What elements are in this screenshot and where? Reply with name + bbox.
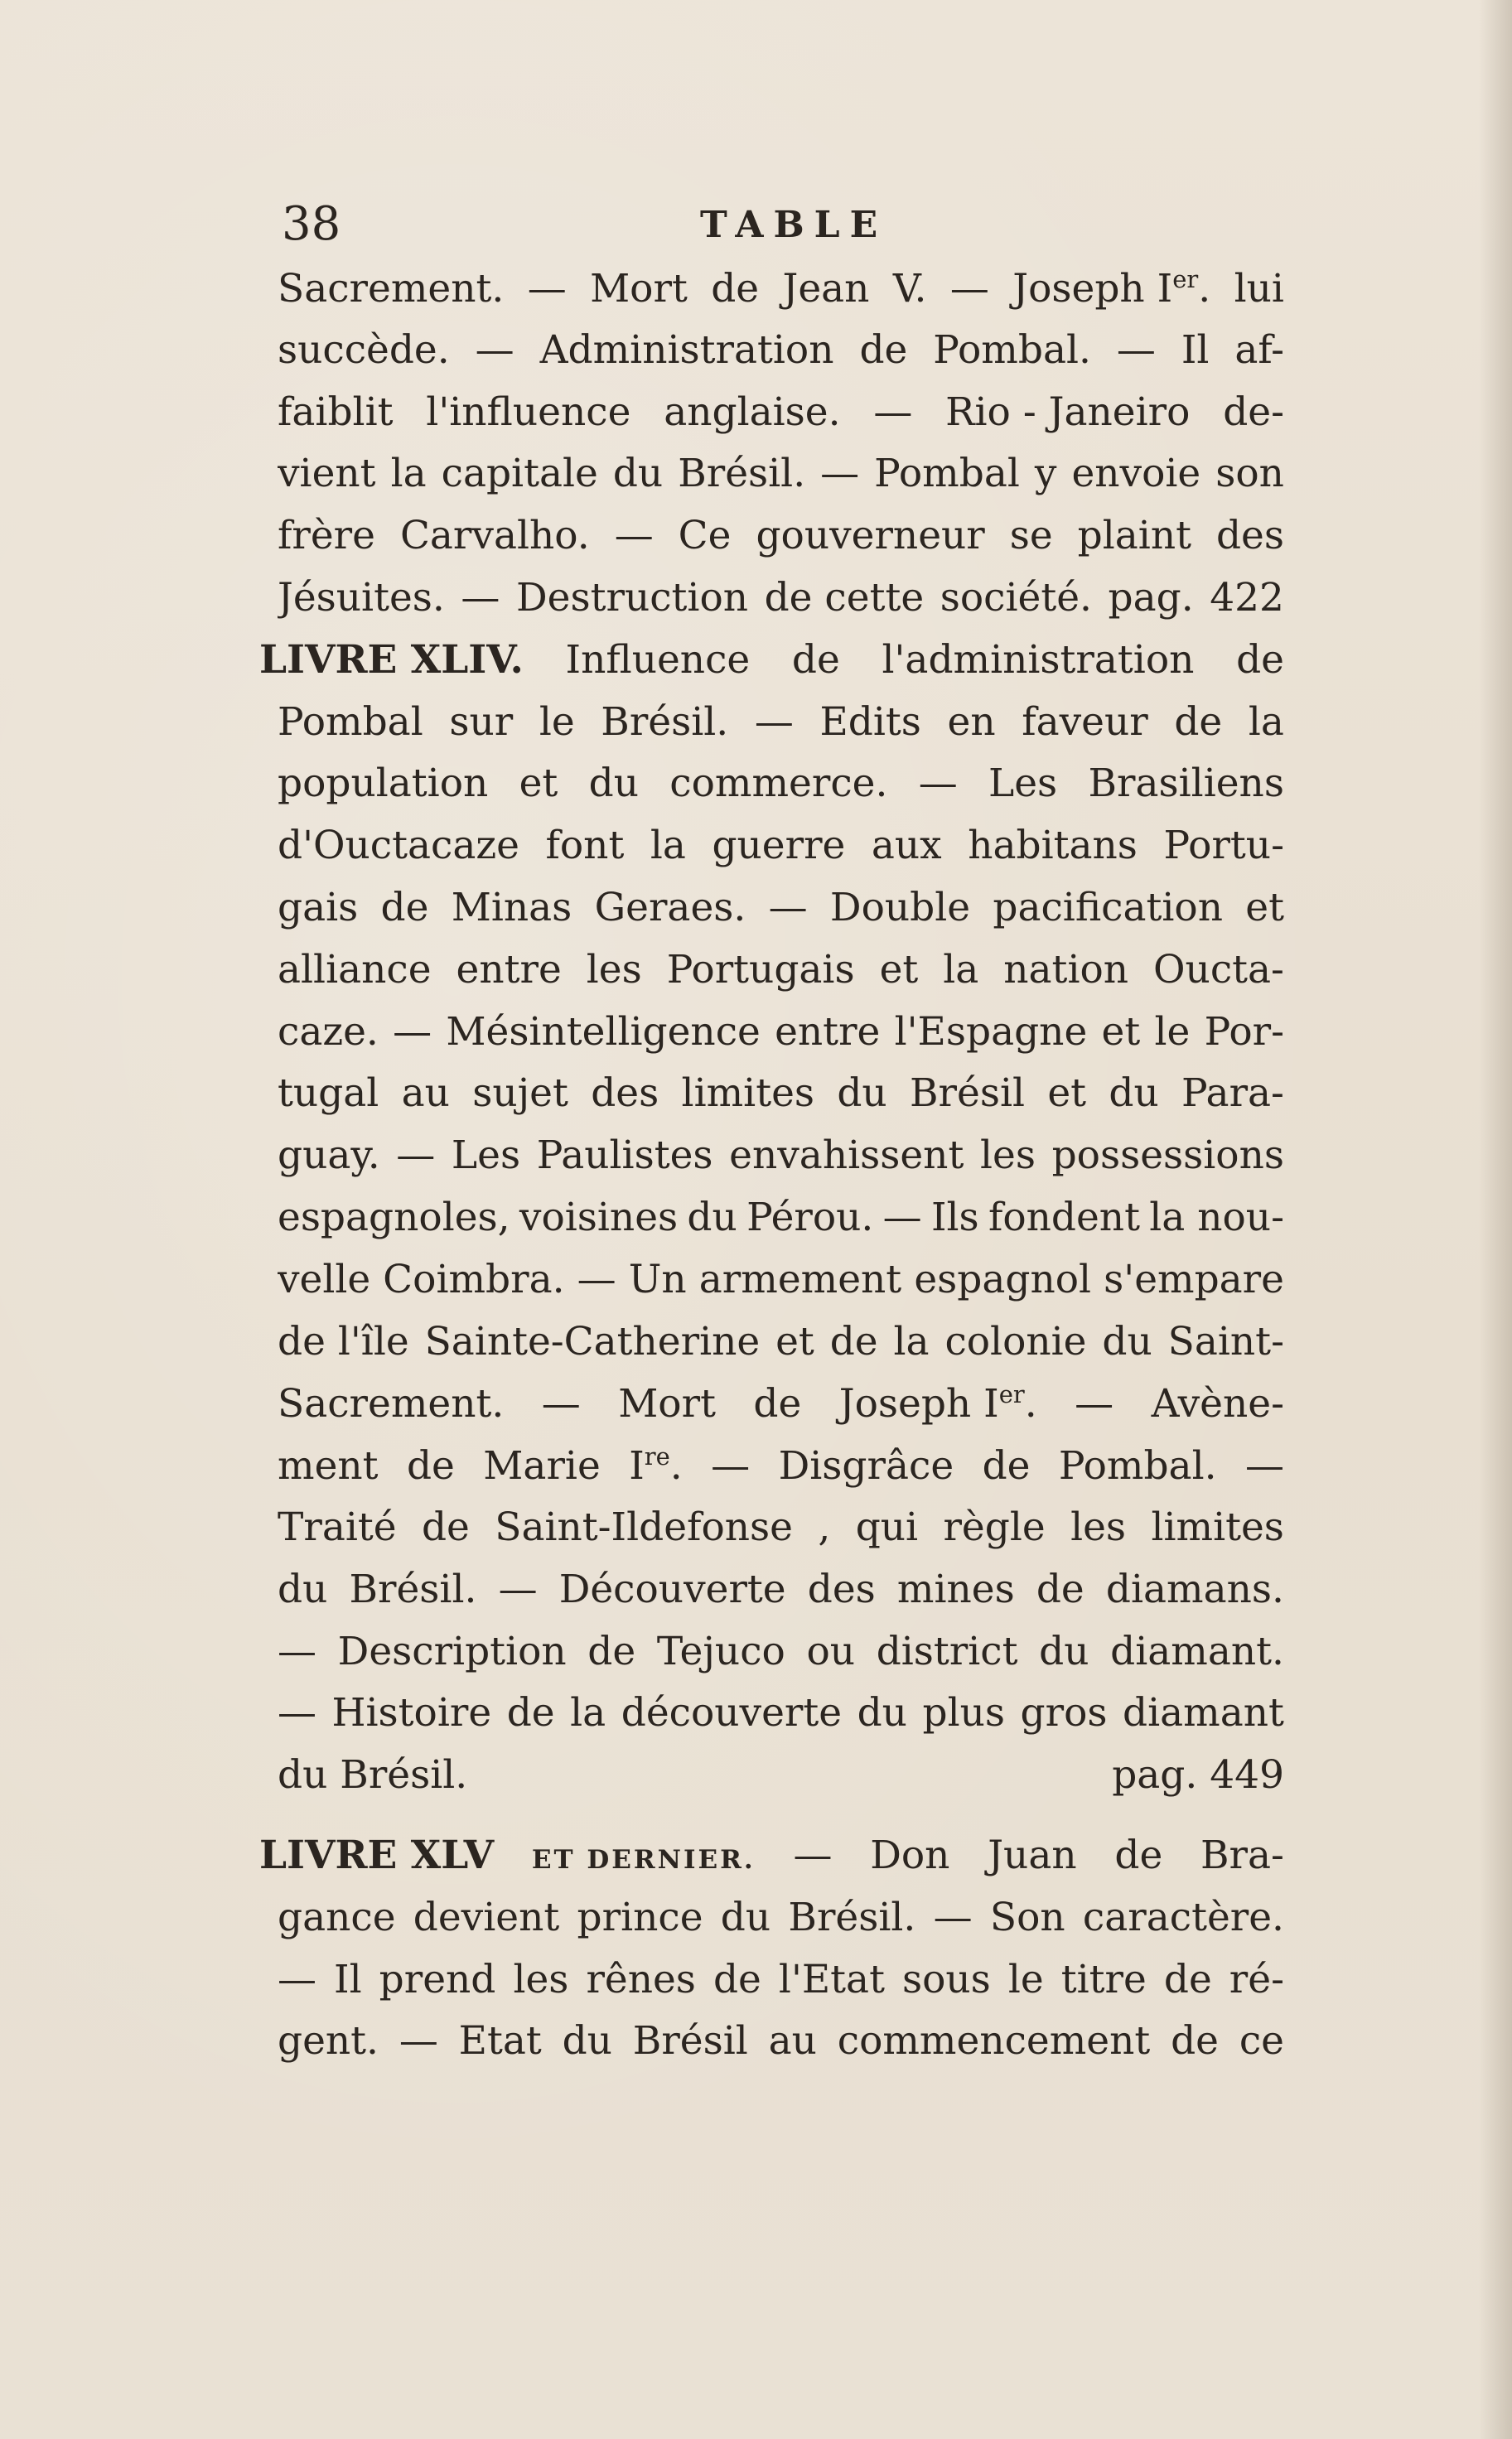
text-line: ment de Marie Ire. — Disgrâce de Pombal. —	[278, 1442, 1284, 1490]
text-line: Pombal sur le Brésil. — Edits en faveur de la	[278, 698, 1284, 745]
text-line: frère Carvalho. — Ce gouverneur se plaint des	[278, 513, 1284, 559]
text-line: — Histoire de la découverte du plus gros diamant	[278, 1690, 1284, 1736]
text-line: vient la capitale du Brésil. — Pombal y envoie son	[278, 451, 1284, 497]
text-line: Traité de Saint-Ildefonse , qui règle les limites	[278, 1504, 1284, 1550]
text-line: espagnoles, voisines du Pérou. — Ils fondent la nou-	[278, 1194, 1284, 1240]
text-line: caze. — Mésintelligence entre l'Espagne et le Por-	[278, 1008, 1284, 1055]
text-line: LIVRE XLIV. Influence de l'administration de	[259, 636, 1284, 683]
chapter-heading: LIVRE XLV	[259, 1832, 495, 1878]
text-line: LIVRE XLV ET DERNIER. — Don Juan de Bra-	[259, 1832, 1284, 1878]
table-of-contents-body	[259, 265, 1284, 2080]
text-line: faiblit l'influence anglaise. — Rio - Janeiro de-	[278, 389, 1284, 435]
text-line: gais de Minas Geraes. — Double pacification et	[278, 884, 1284, 930]
text-line: du Brésil. — Découverte des mines de diamans.	[278, 1566, 1284, 1612]
running-title: TABLE	[700, 204, 888, 246]
text-line: guay. — Les Paulistes envahissent les possessions	[278, 1133, 1284, 1179]
text-line: — Il prend les rênes de l'Etat sous le titre de ré-	[278, 1956, 1284, 2002]
text-line: population et du commerce. — Les Brasiliens	[278, 761, 1284, 807]
text-line: d'Ouctacaze font la guerre aux habitans Portu-	[278, 823, 1284, 869]
chapter-heading: LIVRE XLIV.	[259, 636, 524, 683]
text-line: gent. — Etat du Brésil au commencement de ce	[278, 2018, 1284, 2065]
text-line: tugal au sujet des limites du Brésil et du Para-	[278, 1070, 1284, 1117]
page-edge-shadow	[1479, 0, 1512, 2439]
text-line: alliance entre les Portugais et la nation Oucta-	[278, 946, 1284, 993]
page-header	[282, 197, 1301, 255]
text-line: Sacrement. — Mort de Joseph Ier. — Avène-	[278, 1380, 1284, 1427]
text-line: de l'île Sainte-Catherine et de la colonie du Saint-	[278, 1318, 1284, 1364]
text-line: Jésuites. — Destruction de cette société. pag. 422	[278, 574, 1284, 621]
text-line: succède. — Administration de Pombal. — Il af-	[278, 326, 1284, 373]
page-number: 38	[282, 197, 341, 251]
text-line: velle Coimbra. — Un armement espagnol s'empare	[278, 1256, 1284, 1302]
text-line: du Brésil. pag. 449	[278, 1752, 1284, 1799]
page-reference: 422	[1210, 574, 1284, 621]
text-line: Sacrement. — Mort de Jean V. — Joseph Ier. lui	[278, 265, 1284, 312]
text-line: — Description de Tejuco ou district du diamant.	[278, 1628, 1284, 1674]
page-reference: 449	[1210, 1752, 1284, 1799]
text-line: gance devient prince du Brésil. — Son caractère.	[278, 1894, 1284, 1940]
